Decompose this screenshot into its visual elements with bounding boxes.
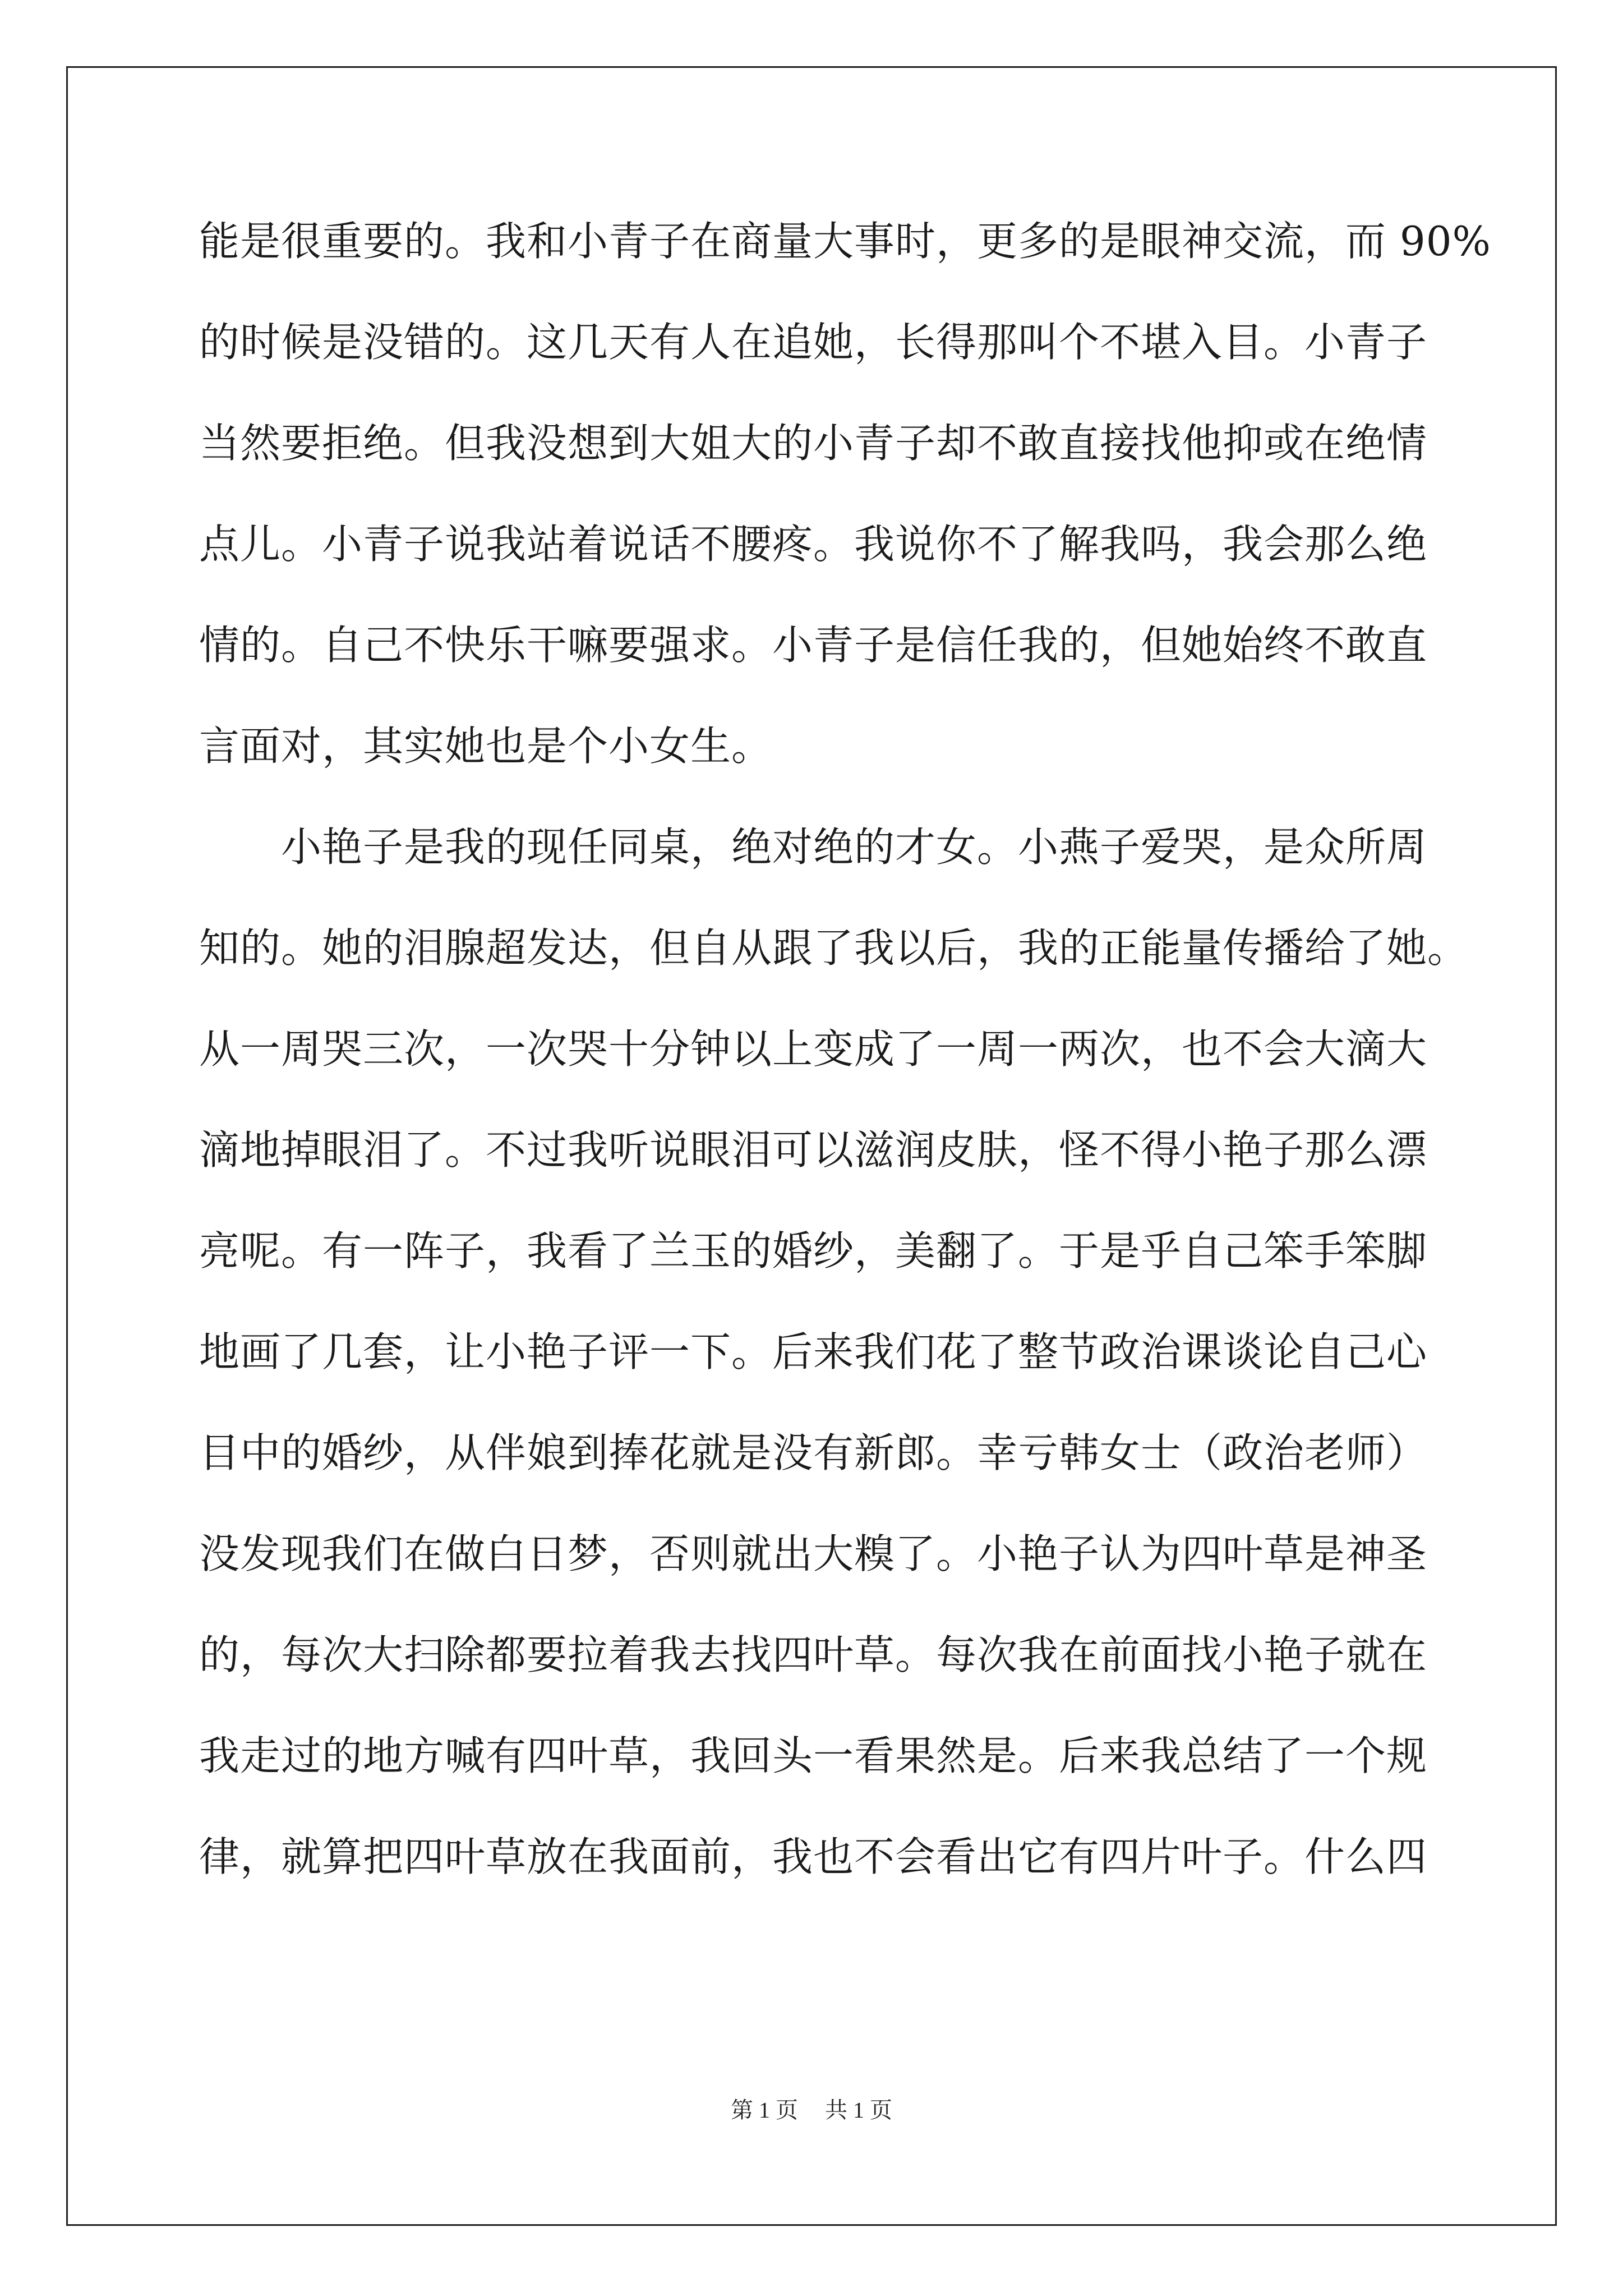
text-line: 地画了几套，让小艳子评一下。后来我们花了整节政治课谈论自己心 — [199, 1328, 1428, 1375]
page-number-total: 共 1 页 — [825, 2097, 892, 2123]
text-line: 我走过的地方喊有四叶草，我回头一看果然是。后来我总结了一个规 — [199, 1732, 1428, 1779]
document-body — [199, 213, 1491, 1930]
text-line: 从一周哭三次，一次哭十分钟以上变成了一周一两次，也不会大滴大 — [199, 1025, 1428, 1073]
text-line: 情的。自己不快乐干嘛要强求。小青子是信任我的，但她始终不敢直 — [199, 622, 1428, 669]
text-line: 滴地掉眼泪了。不过我听说眼泪可以滋润皮肤，怪不得小艳子那么漂 — [199, 1126, 1428, 1174]
text-line: 目中的婚纱，从伴娘到捧花就是没有新郎。幸亏韩女士（政治老师） — [199, 1429, 1428, 1476]
text-line: 的时候是没错的。这几天有人在追她，长得那叫个不堪入目。小青子 — [199, 319, 1428, 366]
text-line: 律，就算把四叶草放在我面前，我也不会看出它有四片叶子。什么四 — [199, 1833, 1428, 1880]
text-line: 能是很重要的。我和小青子在商量大事时，更多的是眼神交流，而 90% — [199, 218, 1491, 265]
text-line: 言面对，其实她也是个小女生。 — [199, 723, 773, 770]
text-line: 小艳子是我的现任同桌，绝对绝的才女。小燕子爱哭，是众所周 — [199, 823, 1428, 871]
text-line: 点儿。小青子说我站着说话不腰疼。我说你不了解我吗，我会那么绝 — [199, 521, 1428, 568]
text-line: 的，每次大扫除都要拉着我去找四叶草。每次我在前面找小艳子就在 — [199, 1631, 1428, 1678]
text-line: 没发现我们在做白日梦，否则就出大糗了。小艳子认为四叶草是神圣 — [199, 1530, 1428, 1577]
text-line: 亮呢。有一阵子，我看了兰玉的婚纱，美翻了。于是乎自己笨手笨脚 — [199, 1227, 1428, 1274]
text-line: 当然要拒绝。但我没想到大姐大的小青子却不敢直接找他抑或在绝情 — [199, 420, 1428, 467]
text-line: 知的。她的泪腺超发达，但自从跟了我以后，我的正能量传播给了她。 — [199, 924, 1469, 972]
page-number-current: 第 1 页 — [731, 2097, 798, 2123]
page-footer — [0, 2092, 1623, 2124]
